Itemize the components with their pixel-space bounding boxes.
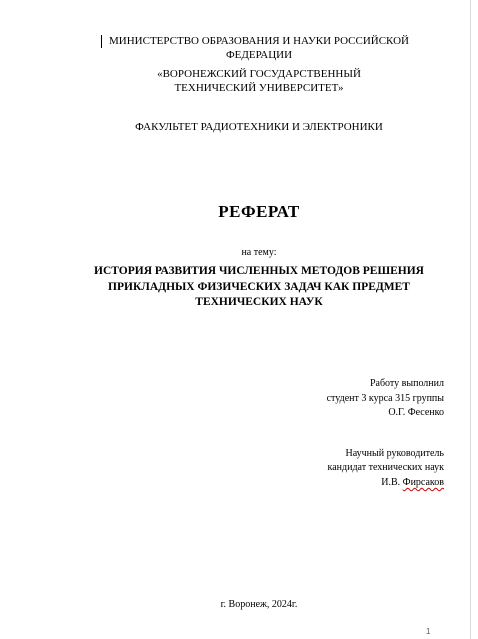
ministry-line-2: ФЕДЕРАЦИИ xyxy=(225,49,293,61)
document-title: РЕФЕРАТ xyxy=(218,202,300,221)
supervisor-initials: И.В. xyxy=(381,477,401,488)
supervisor-name xyxy=(381,476,444,489)
author-name: О.Г. Фесенко xyxy=(388,407,444,418)
page-number: 1 xyxy=(426,627,431,636)
topic-line-3: ТЕХНИЧЕСКИХ НАУК xyxy=(195,296,323,308)
author-role: Работу выполнил xyxy=(369,378,444,389)
topic-line-2: ПРИКЛАДНЫХ ФИЗИЧЕСКИХ ЗАДАЧ КАК ПРЕДМЕТ xyxy=(108,281,410,293)
faculty-name: ФАКУЛЬТЕТ РАДИОТЕХНИКИ И ЭЛЕКТРОНИКИ xyxy=(135,121,383,133)
university-line-2: ТЕХНИЧЕСКИЙ УНИВЕРСИТЕТ» xyxy=(174,82,344,94)
city-year: г. Воронеж, 2024г. xyxy=(220,599,298,610)
supervisor-role: Научный руководитель xyxy=(345,448,444,459)
supervisor-surname-spellcheck[interactable]: Фирсаков xyxy=(402,477,444,488)
page-edge-divider xyxy=(470,0,471,639)
ministry-line-1: МИНИСТЕРСТВО ОБРАЗОВАНИЯ И НАУКИ РОССИЙСКОЙ xyxy=(109,35,409,47)
supervisor-degree: кандидат технических наук xyxy=(327,462,444,473)
topic-line-1: ИСТОРИЯ РАЗВИТИЯ ЧИСЛЕННЫХ МЕТОДОВ РЕШЕНИЯ xyxy=(94,265,424,277)
subtitle-label: на тему: xyxy=(241,247,277,258)
author-group: студент 3 курса 315 группы xyxy=(326,393,444,404)
university-line-1: «ВОРОНЕЖСКИЙ ГОСУДАРСТВЕННЫЙ xyxy=(157,68,361,80)
